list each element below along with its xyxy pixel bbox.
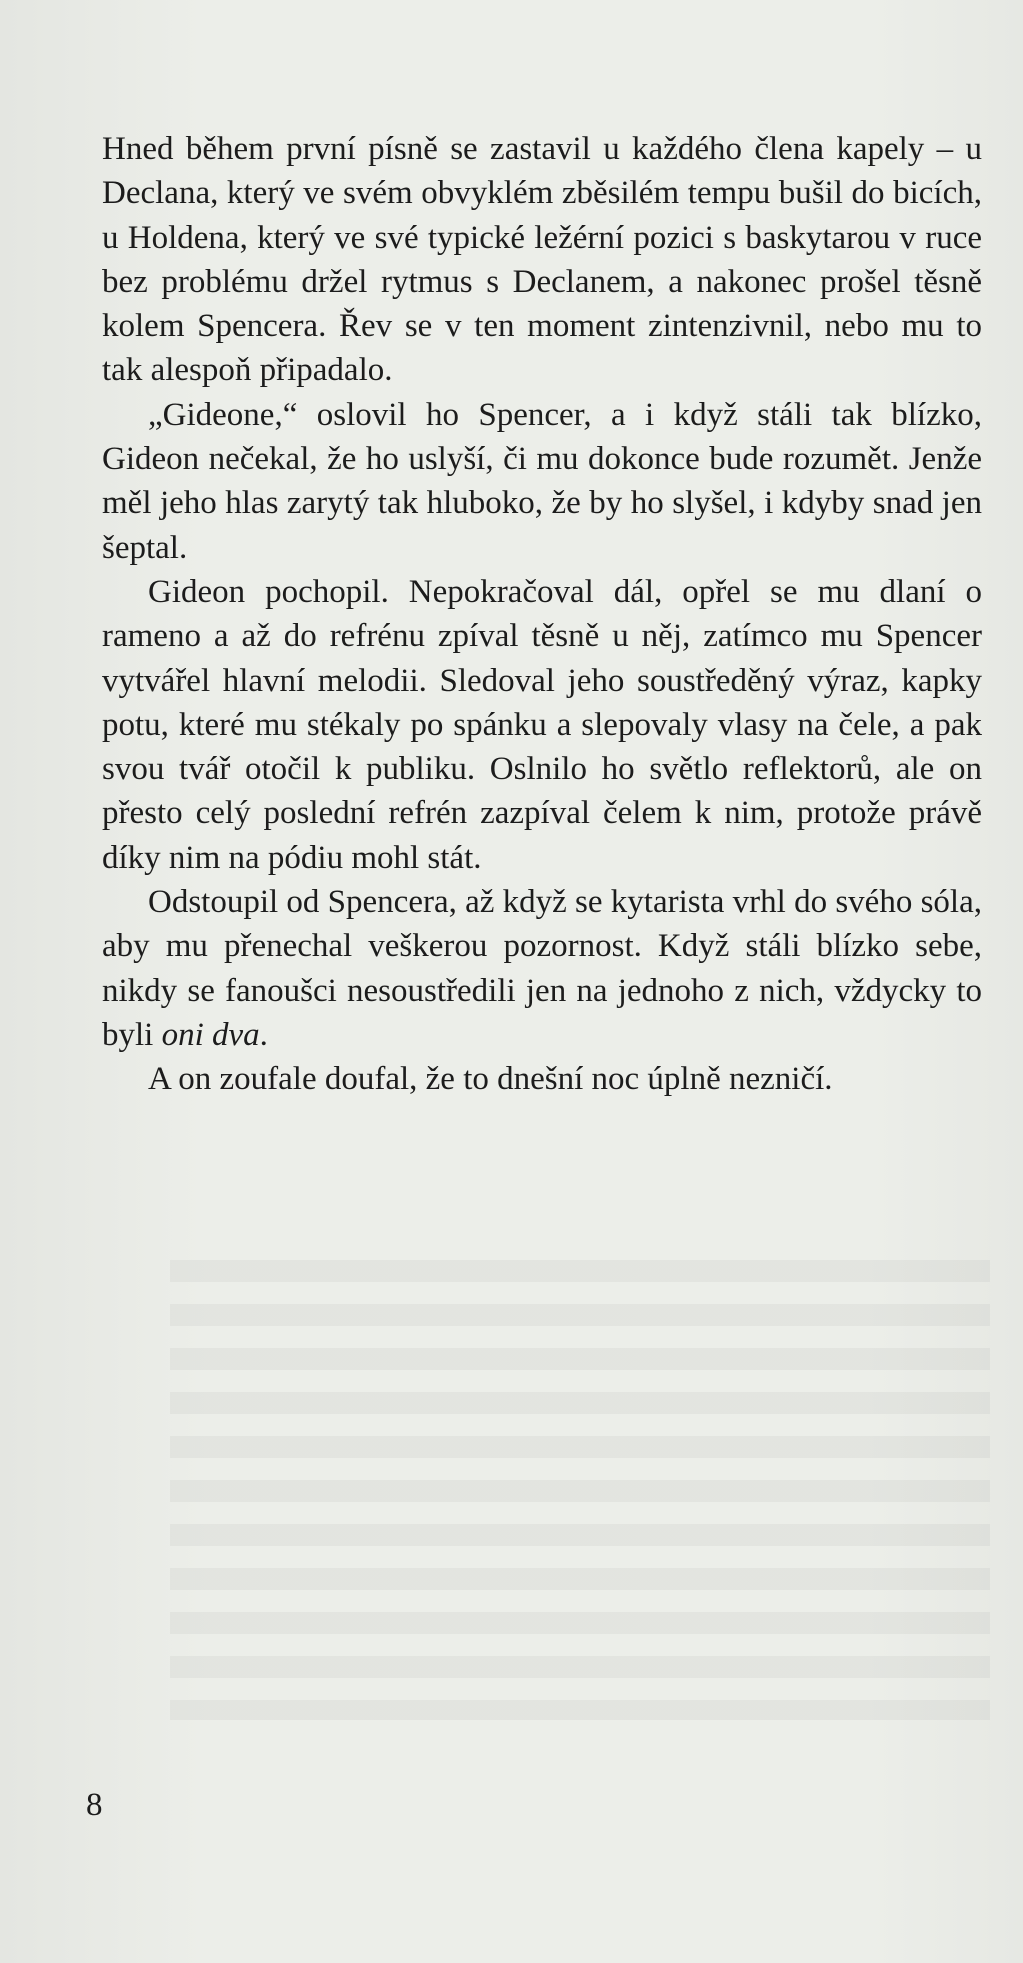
- paragraph-4-emphasis: oni dva: [161, 1016, 260, 1053]
- paragraph-5-text: A on zoufale doufal, že to dnešní noc úplně nezničí.: [148, 1061, 833, 1098]
- paragraph-1-text: Hned během první písně se zastavil u každého člena kapely – u Declana, který ve svém obvyklém zběsilém tempu bušil do bicích, u Holdena, který ve své typické ležérní pozici s baskytarou v ruce bez problému držel rytmus s Declanem, a nakonec prošel těsně kolem Spencera. Řev se v ten moment zintenzivnil, nebo mu to tak alespoň připadalo.: [102, 131, 982, 389]
- page-number: 8: [86, 1787, 103, 1823]
- paragraph-1: [102, 127, 982, 393]
- paragraph-4-end: .: [259, 1016, 268, 1053]
- paragraph-3: [102, 570, 982, 880]
- paragraph-2: [102, 393, 982, 570]
- body-text: [102, 127, 982, 1102]
- paragraph-5: [102, 1057, 982, 1101]
- paragraph-4-text: Odstoupil od Spencera, až když se kytarista vrhl do svého sóla, aby mu přenechal veškerou pozornost. Když stáli blízko sebe, nikdy se fanoušci nesoustředili jen na jednoho z nich, vždycky to byli: [102, 884, 982, 1053]
- paragraph-4: [102, 880, 982, 1057]
- paragraph-2-text: „Gideone,“ oslovil ho Spencer, a i když stáli tak blízko, Gideon nečekal, že ho uslyší, či mu dokonce bude rozumět. Jenže měl jeho hlas zarytý tak hluboko, že by ho slyšel, i kdyby snad jen šeptal.: [102, 396, 982, 566]
- paragraph-3-text: Gideon pochopil. Nepokračoval dál, opřel se mu dlaní o rameno a až do refrénu zpíval těsně u něj, zatímco mu Spencer vytvářel hlavní melodii. Sledoval jeho soustředěný výraz, kapky potu, které mu stékaly po spánku a slepovaly vlasy na čele, a pak svou tvář otočil k publiku. Oslnilo ho světlo reflektorů, ale on přesto celý poslední refrén zazpíval čelem k nim, protože právě díky nim na pódiu mohl stát.: [102, 573, 982, 876]
- show-through-text: [170, 1260, 990, 1720]
